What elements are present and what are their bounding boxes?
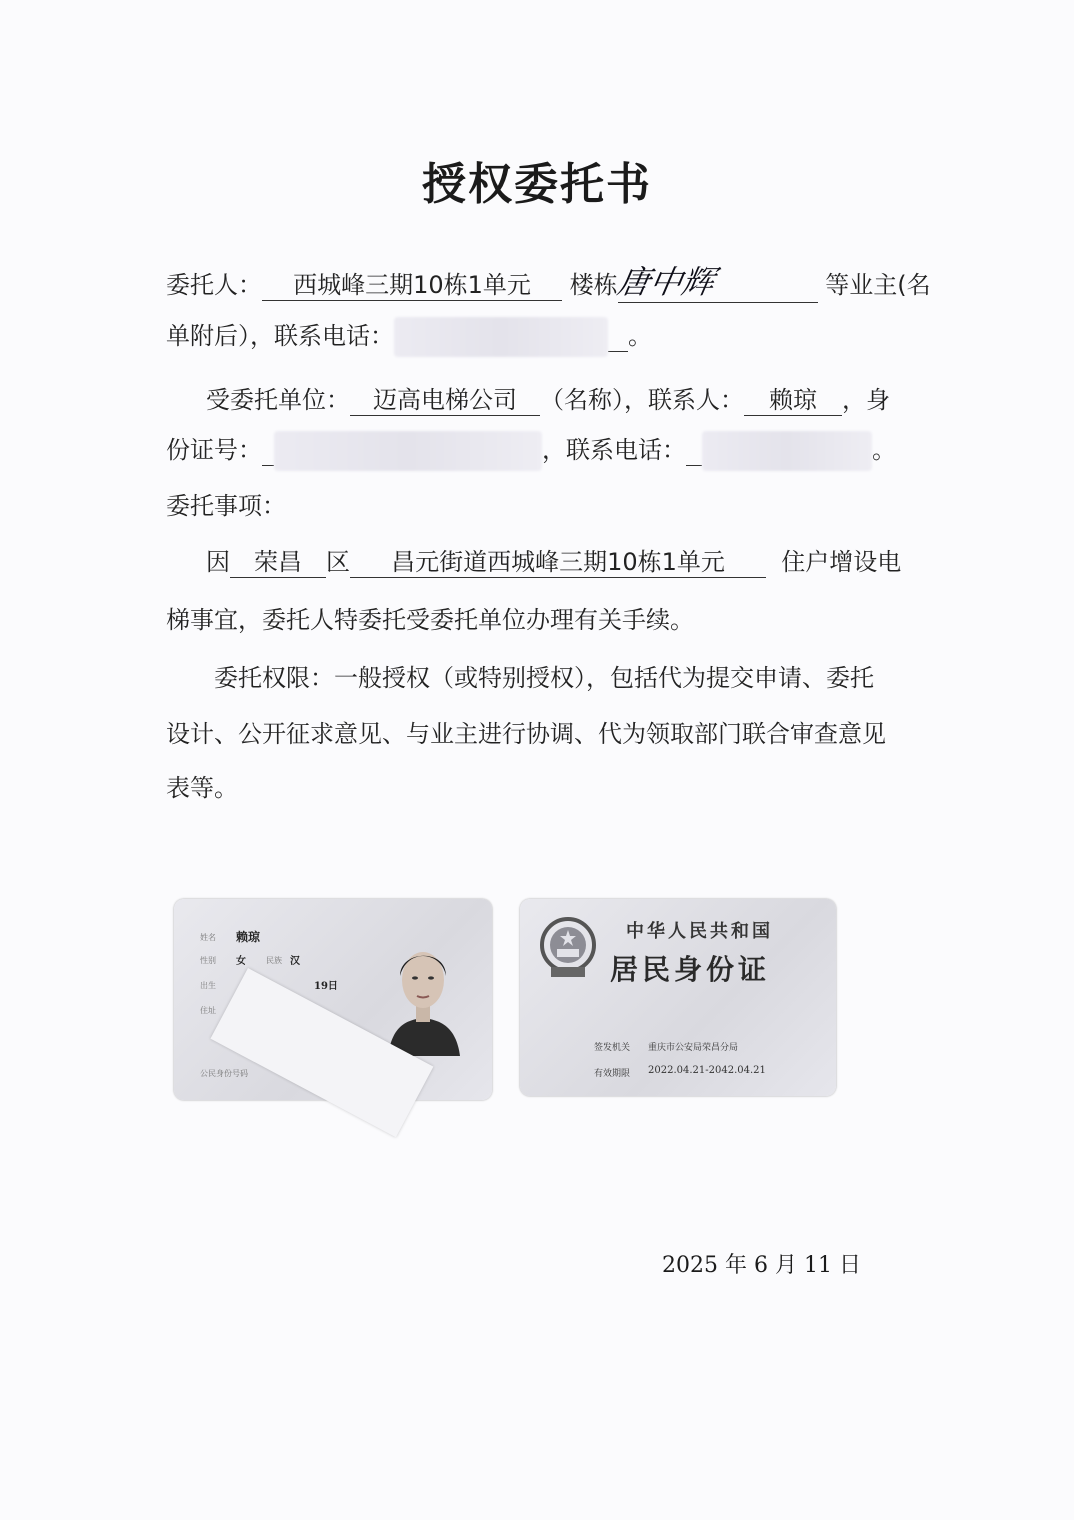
matter-suffix: 住户增设电 [781,548,902,576]
principal-phone-label: 单附后），联系电话： [166,322,394,350]
id-validity: 2022.04.21-2042.04.21 [648,1065,766,1076]
id-birth-label: 出生 [200,981,216,990]
matter-line-2: 梯事宜，委托人特委托受委托单位办理有关手续。 [166,606,694,634]
id-birth-day: 19日 [314,981,338,992]
matters-heading: 委托事项： [166,492,286,520]
agent-contact: 赖琼 [744,385,842,416]
matter-address: 昌元街道西城峰三期10栋1单元 [350,547,766,578]
owners-note: 等业主(名 [825,271,931,299]
id-name-label: 姓名 [200,933,216,942]
id-validity-label: 有效期限 [594,1069,631,1079]
principal-signature: 唐中辉 [614,263,718,301]
id-name: 赖琼 [236,930,261,944]
building-label: 楼栋 [569,271,618,299]
id-address-label: 住址 [200,1006,216,1015]
id-number-label-card: 公民身份号码 [200,1069,248,1078]
redacted-agent-phone [702,431,872,471]
id-number-label: 份证号： [166,436,262,464]
scope-line-2: 设计、公开征求意见、与业主进行协调、代为领取部门联合审查意见 [166,720,886,748]
agent-line: 受委托单位： 迈高电梯公司 （名称），联系人： 赖琼 ，身 [206,386,890,414]
signature-field [614,262,818,303]
id-country-name: 中华人民共和国 [626,921,773,942]
line2-end: 。 [628,322,652,350]
id-portrait [378,928,468,1056]
line4-end: 。 [872,436,896,464]
agent-company: 迈高电梯公司 [350,385,540,416]
agent-label: 受委托单位 [206,386,326,414]
redacted-principal-phone [394,317,608,357]
matter-prefix: 因 [206,548,230,576]
principal-line: 委托人： 西城峰三期10栋1单元 楼栋唐中辉 等业主(名 [166,263,931,301]
id-card-name: 居民身份证 [610,953,771,986]
id-sex-label: 性别 [200,956,216,965]
agent-phone-label: ，联系电话： [542,436,686,464]
line3-end: ，身 [842,386,890,414]
agent-id-line [166,430,896,471]
redacted-id-number [274,431,542,471]
document-date: 2025 年 6 月 11 日 [662,1253,861,1278]
name-hint: （名称），联系人： [540,386,744,414]
id-ethnic: 汉 [290,956,300,967]
id-sex: 女 [236,956,246,967]
id-ethnic-label: 民族 [266,956,282,965]
scope-line-1: 委托权限：一般授权（或特别授权），包括代为提交申请、委托 [214,664,874,692]
district: 荣昌 [230,547,326,578]
scope-line-3: 表等。 [166,774,238,802]
principal-address: 西城峰三期10栋1单元 [262,270,562,301]
national-emblem-icon [537,915,599,981]
id-authority: 重庆市公安局荣昌分局 [648,1043,739,1053]
principal-label: 委托人 [166,271,238,299]
principal-phone-line [166,316,652,357]
id-authority-label: 签发机关 [594,1043,631,1053]
district-suffix: 区 [326,548,350,576]
document-title: 授权委托书 [422,159,652,210]
matter-line [206,542,901,578]
